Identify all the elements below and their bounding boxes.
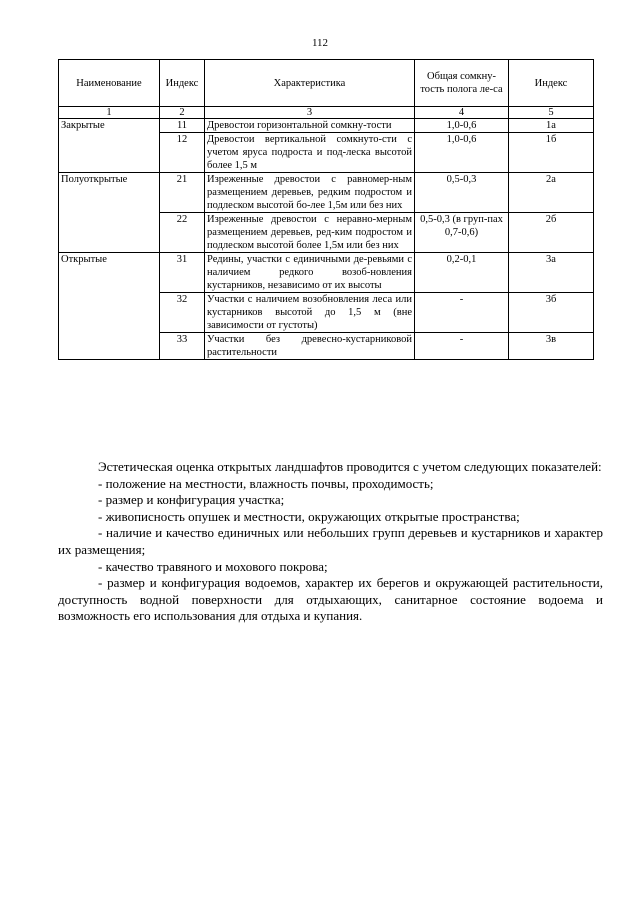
column-number: 1	[59, 107, 160, 119]
row-description: Древостои вертикальной сомкнуто-сти с учетом яруса подроста и под-леска высотой более 1,5 м	[205, 133, 415, 173]
row-index: 32	[160, 293, 205, 333]
row-description: Изреженные древостои с равномер-ным размещением деревьев, редким подростом и подлеском высотой бо-лее 1,5м или без них	[205, 173, 415, 213]
row-code: 3в	[509, 333, 594, 360]
header-canopy-closure: Общая сомкну-тость полога ле-са	[415, 60, 509, 107]
row-index: 21	[160, 173, 205, 213]
list-item: - положение на местности, влажность почвы, проходимость;	[98, 475, 434, 491]
column-number: 3	[205, 107, 415, 119]
body-text	[58, 459, 603, 625]
table-row	[59, 119, 594, 133]
row-code: 2а	[509, 173, 594, 213]
landscape-classification-table	[58, 59, 594, 360]
table-row	[59, 173, 594, 213]
list-item: - живописность опушек и местности, окружающих открытые пространства;	[98, 508, 520, 524]
row-index: 22	[160, 213, 205, 253]
group-name: Закрытые	[59, 119, 160, 173]
row-canopy-closure: 0,5-0,3 (в груп-пах 0,7-0,6)	[415, 213, 509, 253]
row-canopy-closure: -	[415, 293, 509, 333]
list-item: - размер и конфигурация водоемов, характер их берегов и окружающей растительности, доступность водной поверхности для отдыхающих, санитарное состояние водоема и возможность его использования для отдыха и купания.	[58, 575, 603, 624]
header-characteristic: Характеристика	[205, 60, 415, 107]
row-description: Участки с наличием возобновления леса или кустарников высотой до 1,5 м (вне зависимости от густоты)	[205, 293, 415, 333]
row-canopy-closure: 1,0-0,6	[415, 119, 509, 133]
column-number: 5	[509, 107, 594, 119]
row-index: 31	[160, 253, 205, 293]
row-index: 11	[160, 119, 205, 133]
row-canopy-closure: 1,0-0,6	[415, 133, 509, 173]
row-description: Древостои горизонтальной сомкну-тости	[205, 119, 415, 133]
table-header-row	[59, 60, 594, 107]
column-number: 4	[415, 107, 509, 119]
list-item: - качество травяного и мохового покрова;	[98, 558, 328, 574]
row-code: 1б	[509, 133, 594, 173]
page-number: 112	[311, 37, 329, 49]
row-index: 33	[160, 333, 205, 360]
row-code: 3б	[509, 293, 594, 333]
header-name: Наименование	[59, 60, 160, 107]
row-description: Изреженные древостои с неравно-мерным размещением деревьев, ред-ким подростом и подлеском высотой более 1,5м или без них	[205, 213, 415, 253]
header-index: Индекс	[160, 60, 205, 107]
row-code: 2б	[509, 213, 594, 253]
row-canopy-closure: -	[415, 333, 509, 360]
row-description: Участки без древесно-кустарниковой растительности	[205, 333, 415, 360]
group-name: Открытые	[59, 253, 160, 360]
table-row	[59, 253, 594, 293]
row-canopy-closure: 0,2-0,1	[415, 253, 509, 293]
column-number: 2	[160, 107, 205, 119]
table-column-numbers	[59, 107, 594, 119]
header-code: Индекс	[509, 60, 594, 107]
row-canopy-closure: 0,5-0,3	[415, 173, 509, 213]
intro-paragraph: Эстетическая оценка открытых ландшафтов проводится с учетом следующих показателей:	[98, 459, 602, 474]
row-index: 12	[160, 133, 205, 173]
row-code: 3а	[509, 253, 594, 293]
list-item: - наличие и качество единичных или небольших групп деревьев и кустарников и характер их размещения;	[58, 525, 603, 557]
group-name: Полуоткрытые	[59, 173, 160, 253]
list-item: - размер и конфигурация участка;	[98, 492, 285, 508]
row-code: 1а	[509, 119, 594, 133]
row-description: Редины, участки с единичными де-ревьями с наличием редкого возоб-новления кустарников, независимо от их высоты	[205, 253, 415, 293]
